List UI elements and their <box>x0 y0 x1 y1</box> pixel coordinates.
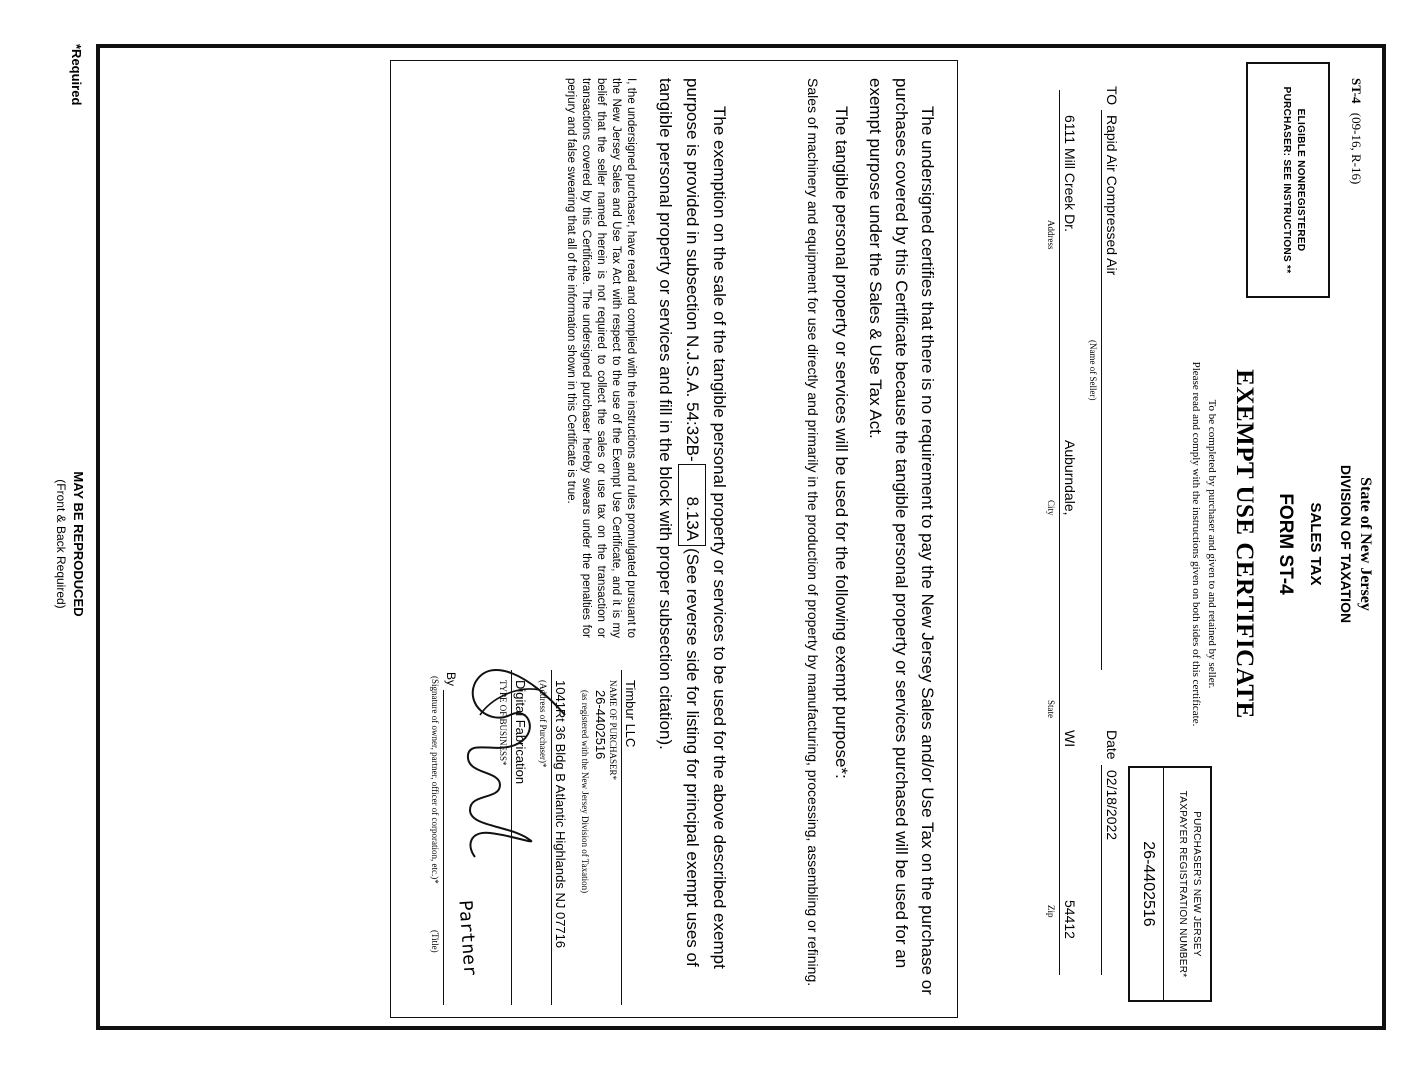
title-line <box>443 880 444 1005</box>
date-value[interactable]: 02/18/2022 <box>1104 770 1120 841</box>
registration-box <box>1128 766 1212 1002</box>
registration-label-1: PURCHASER'S NEW JERSEY <box>1191 811 1202 957</box>
certification-paragraph: The undersigned certifies that there is no requirement to pay the New Jersey Sales and/or Use Tax on the purchase or purchases covered by this Certificate because the tangible personal property or services purchased will be used for an exempt purpose under the Sales & Use Tax Act. <box>866 78 937 995</box>
purchaser-business-caption: TYPE OF BUSINESS* <box>498 680 508 766</box>
form-revision: (09-16, R-16) <box>1349 112 1364 185</box>
seller-state-caption: State <box>1046 700 1056 718</box>
certificate-title: EXEMPT USE CERTIFICATE <box>1231 369 1258 719</box>
purchaser-business[interactable]: Digital Fabrication <box>513 680 528 785</box>
division-heading: DIVISION OF TAXATION <box>1338 464 1354 624</box>
purchaser-name[interactable]: Timbur LLC <box>623 680 638 748</box>
exempt-purpose-value[interactable]: Sales of machinery and equipment for use directly and primarily in the production of property by manufacturing, processing, assembling or refining. <box>805 78 821 987</box>
seller-name-line <box>1101 110 1102 670</box>
seller-name-caption: (Name of Seller) <box>1088 340 1098 401</box>
exemption-citation-paragraph <box>652 78 732 1008</box>
seller-address-line <box>1059 90 1060 975</box>
seller-name[interactable]: Rapid Air Compressed Air <box>1104 115 1120 276</box>
seller-address[interactable]: 6111 Mill Creek Dr. <box>1062 115 1078 232</box>
declaration-text: I, the undersigned purchaser, have read and complied with the instructions and rules promulgated pursuant to the New Jersey Sales and Use Tax Act with respect to the use of the Exempt Use Certificate, and it is my belief that the seller named herein is not required to collect the sales or use tax on the transaction or transactions covered by this Certificate. The undersigned purchaser hereby swears under the penalties for perjury and false swearing that all of the information shown in this Certificate is true. <box>565 78 637 638</box>
front-back-note: (Front & Back Required) <box>54 479 68 609</box>
registration-label-2: TAXPAYER REGISTRATION NUMBER* <box>1177 790 1188 978</box>
by-label: By <box>444 672 458 687</box>
eligible-line1: ELIGIBLE NONREGISTERED <box>1295 108 1306 252</box>
signature-caption: (Signature of owner, partner, officer of corporation, etc.)* <box>430 676 440 884</box>
reproduced-note: MAY BE REPRODUCED <box>71 471 86 617</box>
seller-state[interactable]: WI <box>1062 730 1078 748</box>
sales-tax-heading: SALES TAX <box>1307 502 1324 586</box>
purchaser-registration-caption: (as registered with the New Jersey Division of Taxation) <box>580 690 590 894</box>
seller-address-caption: Address <box>1046 220 1056 250</box>
state-heading: State of New Jersey <box>1357 477 1374 611</box>
date-line <box>1101 765 1102 975</box>
seller-zip[interactable]: 54412 <box>1062 900 1078 939</box>
form-code: ST-4 <box>1349 78 1364 104</box>
date-label: Date <box>1104 730 1120 760</box>
exempt-purpose-prompt: The tangible personal property or services will be used for the following exempt purpose*: <box>832 106 851 779</box>
instruction-2: Please read and comply with the instructions given on both sides of this certificate. <box>1190 361 1202 727</box>
registration-number[interactable]: 26-4402516 <box>1136 768 1164 1000</box>
seller-zip-caption: Zip <box>1046 905 1056 918</box>
citation-text-a: The exemption on the sale of the tangible personal property or services to be used for the above described exempt purpose is provided in subsection N.J.S.A. 54:32B- <box>683 78 729 969</box>
title-caption: (Title) <box>430 930 440 953</box>
instruction-1: To be completed by purchaser and given to and retained by seller. <box>1206 399 1218 689</box>
purchaser-name-caption: NAME OF PURCHASER* <box>608 680 618 781</box>
eligible-line2: PURCHASER: SEE INSTRUCTIONS ** <box>1281 86 1292 274</box>
seller-city-caption: City <box>1046 500 1056 516</box>
seller-city[interactable]: Auburndale, <box>1062 440 1078 516</box>
citation-field[interactable]: 8.13A <box>678 464 706 546</box>
citation-text-b: (See reverse side for listing for principal exempt uses of tangible personal property or services and fill in the block with proper subsection citation). <box>656 78 702 967</box>
handwritten-signature <box>440 565 570 865</box>
required-note: *Required <box>69 44 84 106</box>
purchaser-registration[interactable]: 26-4402516 <box>593 690 608 760</box>
form-title: FORM ST-4 <box>1275 493 1296 595</box>
purchaser-title[interactable]: Partner <box>454 899 481 977</box>
to-label: TO <box>1104 86 1120 106</box>
purchaser-name-line <box>621 670 622 1005</box>
purchaser-address[interactable]: 1041Rt 36 Bldg B Atlantic Highlands NJ 07716 <box>553 680 568 949</box>
purchaser-address-caption: (Address of Purchaser)* <box>538 680 548 768</box>
